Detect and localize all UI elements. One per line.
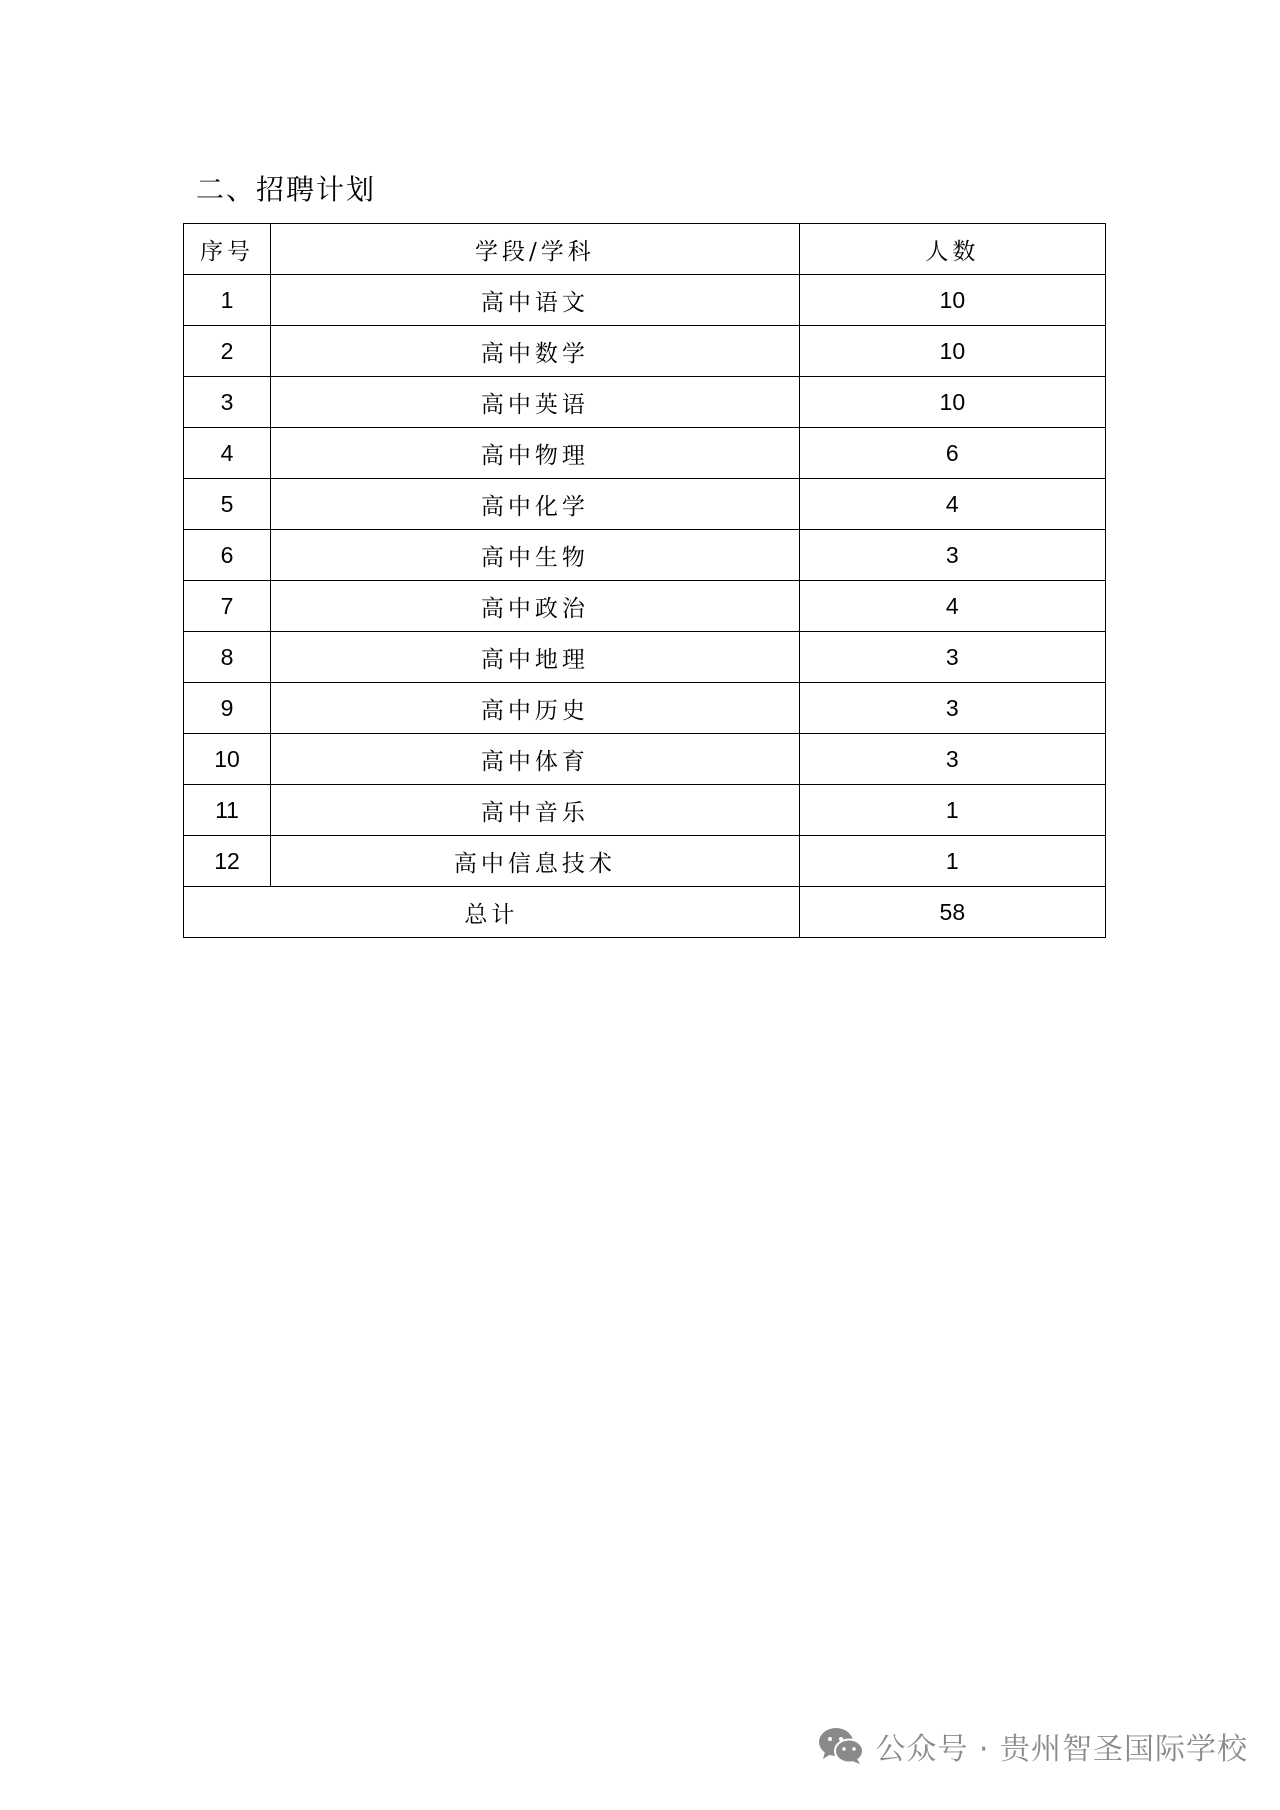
total-count: 58 xyxy=(799,887,1105,938)
row-subject: 高中音乐 xyxy=(271,785,800,836)
row-count: 10 xyxy=(799,275,1105,326)
table-row xyxy=(184,632,1106,683)
row-subject: 高中体育 xyxy=(271,734,800,785)
table-row xyxy=(184,530,1106,581)
row-no: 3 xyxy=(184,377,271,428)
row-subject: 高中历史 xyxy=(271,683,800,734)
row-count: 1 xyxy=(799,836,1105,887)
row-subject: 高中化学 xyxy=(271,479,800,530)
row-no: 12 xyxy=(184,836,271,887)
wechat-icon xyxy=(817,1726,865,1766)
row-subject: 高中英语 xyxy=(271,377,800,428)
row-no: 7 xyxy=(184,581,271,632)
header-count: 人数 xyxy=(799,224,1105,275)
row-subject: 高中数学 xyxy=(271,326,800,377)
row-count: 10 xyxy=(799,377,1105,428)
row-count: 4 xyxy=(799,479,1105,530)
row-subject: 高中生物 xyxy=(271,530,800,581)
row-no: 4 xyxy=(184,428,271,479)
row-count: 3 xyxy=(799,530,1105,581)
row-count: 1 xyxy=(799,785,1105,836)
row-subject: 高中信息技术 xyxy=(271,836,800,887)
header-no: 序号 xyxy=(184,224,271,275)
table-row xyxy=(184,326,1106,377)
row-count: 3 xyxy=(799,632,1105,683)
table-row xyxy=(184,836,1106,887)
row-subject: 高中物理 xyxy=(271,428,800,479)
row-count: 4 xyxy=(799,581,1105,632)
table-row xyxy=(184,275,1106,326)
row-count: 3 xyxy=(799,683,1105,734)
row-no: 11 xyxy=(184,785,271,836)
table-row xyxy=(184,581,1106,632)
row-no: 5 xyxy=(184,479,271,530)
row-subject: 高中语文 xyxy=(271,275,800,326)
row-no: 9 xyxy=(184,683,271,734)
table-row xyxy=(184,479,1106,530)
row-subject: 高中政治 xyxy=(271,581,800,632)
section-title: 二、招聘计划 xyxy=(196,173,377,206)
watermark xyxy=(817,1724,1248,1768)
row-subject: 高中地理 xyxy=(271,632,800,683)
table-row xyxy=(184,683,1106,734)
row-count: 6 xyxy=(799,428,1105,479)
row-no: 8 xyxy=(184,632,271,683)
table-row xyxy=(184,734,1106,785)
total-label: 总计 xyxy=(184,887,800,938)
row-count: 10 xyxy=(799,326,1105,377)
table-row xyxy=(184,377,1106,428)
row-no: 1 xyxy=(184,275,271,326)
table-row xyxy=(184,785,1106,836)
table-header-row xyxy=(184,224,1106,275)
table-total-row xyxy=(184,887,1106,938)
row-no: 6 xyxy=(184,530,271,581)
watermark-text: 公众号 · 贵州智圣国际学校 xyxy=(875,1732,1248,1767)
recruitment-plan-table xyxy=(183,223,1106,938)
row-no: 2 xyxy=(184,326,271,377)
row-no: 10 xyxy=(184,734,271,785)
header-subject: 学段/学科 xyxy=(271,224,800,275)
table-row xyxy=(184,428,1106,479)
row-count: 3 xyxy=(799,734,1105,785)
